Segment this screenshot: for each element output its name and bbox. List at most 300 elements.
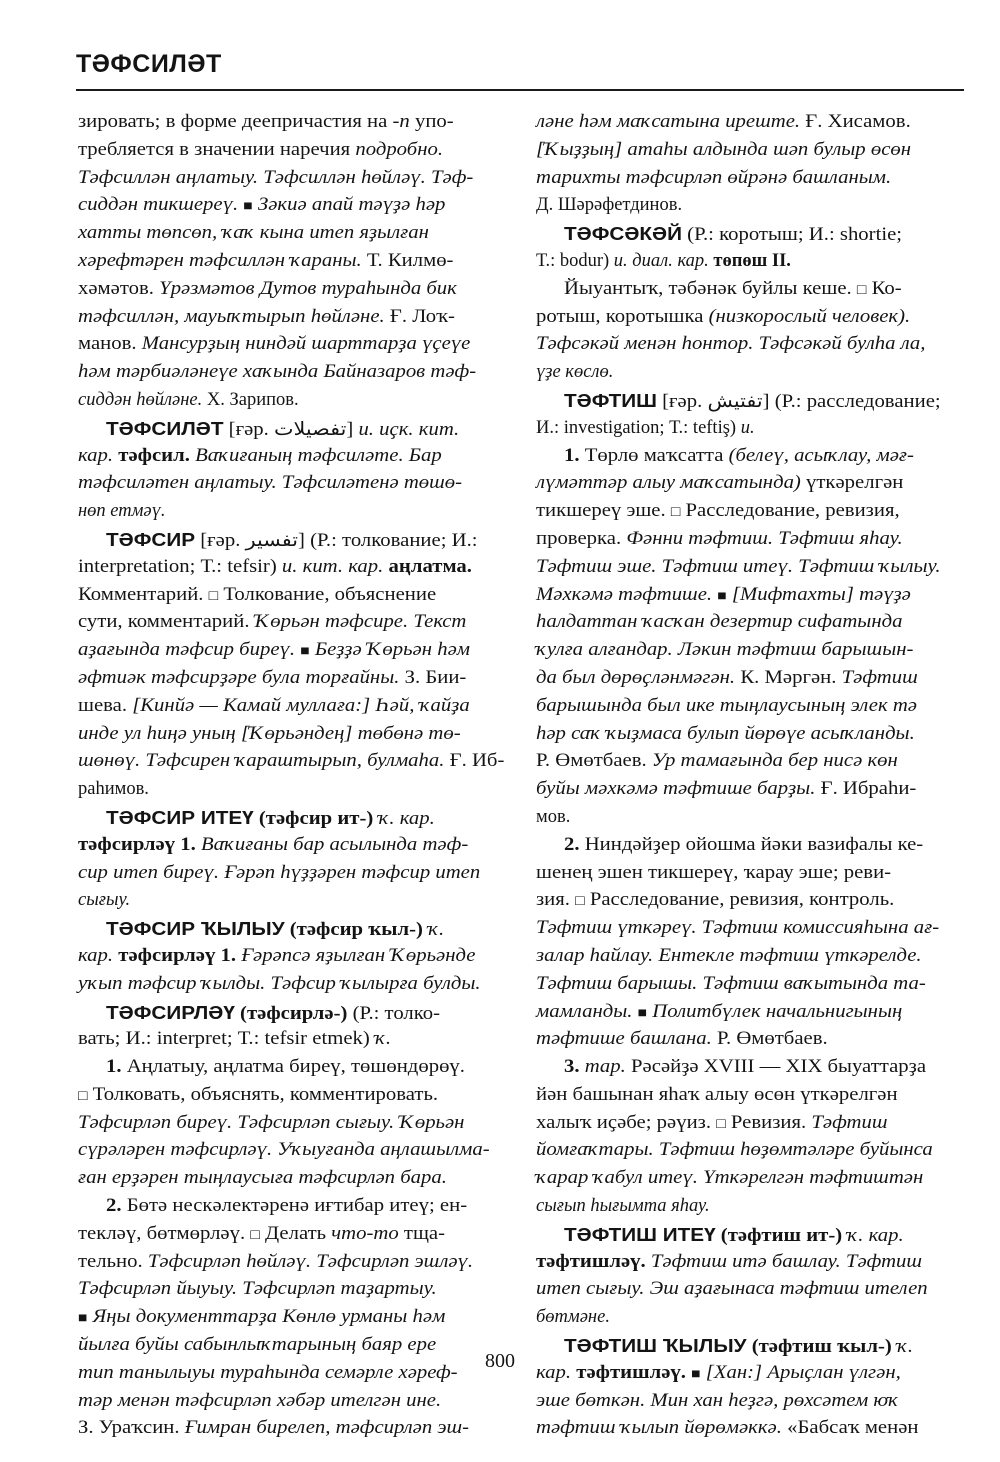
section-marker: ■ bbox=[300, 644, 310, 660]
line-content bbox=[536, 109, 911, 137]
line-content bbox=[78, 304, 455, 332]
section-marker: □ bbox=[78, 1088, 88, 1104]
text-segment: Тәфтиш bbox=[841, 667, 918, 688]
text-segment: 3. bbox=[564, 1057, 580, 1078]
line-content bbox=[536, 971, 926, 999]
text-line bbox=[78, 554, 510, 582]
line-content bbox=[78, 1304, 445, 1333]
text-line bbox=[536, 832, 968, 860]
text-line bbox=[536, 220, 968, 248]
text-segment: Ваҡиғаның тәфсиләте. Бар bbox=[195, 445, 442, 466]
text-line bbox=[536, 1054, 968, 1082]
section-marker: □ bbox=[250, 1227, 260, 1243]
text-line bbox=[78, 526, 510, 554]
text-segment: Йыуантыҡ, тәбәнәк буйлы кеше. bbox=[564, 278, 857, 299]
text-segment: ҡулға алғандар. Ләкин тәфтиш барышын- bbox=[536, 640, 914, 661]
left-column bbox=[78, 109, 510, 1443]
text-segment: Комментарий. bbox=[78, 584, 209, 605]
line-content bbox=[78, 165, 473, 193]
text-line bbox=[78, 276, 510, 304]
text-line bbox=[536, 248, 968, 276]
line-content bbox=[536, 1249, 922, 1277]
text-line bbox=[78, 1165, 510, 1193]
line-content bbox=[536, 1304, 610, 1332]
text-segment: Аңлатыу, аңлатма биреү, төшөндөрөү. bbox=[121, 1057, 465, 1078]
text-segment: ] bbox=[346, 419, 359, 440]
text-segment: Ғәрәпсә яҙылған Ҡөрьәнде bbox=[241, 945, 476, 966]
text-line bbox=[78, 721, 510, 749]
text-line bbox=[78, 860, 510, 888]
text-segment: Ревизия. bbox=[725, 1112, 812, 1133]
line-content bbox=[536, 1110, 888, 1139]
text-segment: хәмәтов. bbox=[78, 278, 160, 299]
line-content bbox=[536, 165, 891, 193]
text-line bbox=[536, 304, 968, 332]
text-segment: аҙағында тәфсир биреү. bbox=[78, 640, 301, 661]
section-marker: ■ bbox=[243, 199, 253, 215]
text-segment: (тәфсир ит-) bbox=[253, 808, 379, 829]
line-content bbox=[78, 248, 453, 276]
line-content bbox=[78, 331, 470, 359]
text-line bbox=[536, 693, 968, 721]
text-segment: [Ҡыҙҙың] атаһы алдында шәп булыр өсөн bbox=[536, 139, 912, 160]
text-segment: Тәфсиллән аңлатыу. Тәфсиллән һөйләү. Тәф- bbox=[78, 167, 474, 188]
text-segment: Тәфсирләп биреү. Тәфсирләп сығыу. Ҡөрьән bbox=[78, 1112, 465, 1133]
text-segment: Р. Өмөтбаев. bbox=[711, 1029, 828, 1050]
text-segment: мов. bbox=[536, 806, 571, 827]
text-segment: инде ул һиңә уның [Ҡөрьәндең] төбөнә тө- bbox=[78, 723, 461, 744]
text-segment: раһимов. bbox=[78, 779, 149, 800]
line-content bbox=[564, 1221, 904, 1251]
text-segment: үткәрелгән bbox=[800, 473, 904, 494]
text-line bbox=[536, 1165, 968, 1193]
text-line bbox=[78, 832, 510, 860]
text-line bbox=[536, 192, 968, 220]
text-segment: и. кит. кар. bbox=[281, 556, 384, 577]
line-content bbox=[536, 304, 910, 332]
text-segment: тща- bbox=[398, 1223, 446, 1244]
text-segment: ҡ. bbox=[428, 920, 445, 941]
section-marker: ■ bbox=[637, 1005, 648, 1021]
text-line bbox=[78, 776, 510, 804]
entry-headword: ТӘФТИШ ҠЫЛЫУ bbox=[564, 1335, 747, 1357]
text-segment: Фәнни тәфтиш. Тәфтиш яһау. bbox=[626, 528, 903, 549]
text-line bbox=[536, 609, 968, 637]
text-segment: тәфтиш ҡылып йөрөмәккә. bbox=[536, 1418, 782, 1439]
line-content bbox=[536, 776, 916, 804]
line-content bbox=[78, 1082, 438, 1111]
text-segment: [Кинйә — Камай муллаға:] Һәй, ҡайҙа bbox=[132, 695, 470, 716]
text-segment: ған ерҙәрен тыңлаусыға тәфсирләп бара. bbox=[78, 1168, 447, 1189]
text-segment: сүрәләрен тәфсирләү. Уҡыуғанда аңлашылма- bbox=[78, 1140, 490, 1161]
text-line bbox=[78, 665, 510, 693]
page-header-title: ТӘФСИЛӘТ bbox=[76, 50, 222, 78]
line-content bbox=[564, 387, 941, 417]
text-segment: эше бөткән. Мин хан һеҙгә, рөхсәтем юҡ bbox=[536, 1390, 899, 1411]
line-content bbox=[78, 665, 466, 693]
text-line bbox=[536, 276, 968, 304]
line-content bbox=[564, 276, 902, 305]
text-line bbox=[536, 1110, 968, 1138]
text-segment: шева. bbox=[78, 695, 133, 716]
text-segment: (белеү, асыҡлау, мәғ- bbox=[728, 445, 914, 466]
line-content bbox=[78, 554, 472, 582]
text-segment: шөнөү. Тәфсирен ҡараштырып, булмаһа. bbox=[78, 751, 445, 772]
text-line bbox=[536, 1026, 968, 1054]
line-content bbox=[106, 999, 440, 1029]
text-segment: тәфтишләү. bbox=[536, 1251, 651, 1272]
text-segment: тәфтише башлана. bbox=[536, 1029, 712, 1050]
text-segment: И.: investigation; Т.: teftiş) bbox=[536, 417, 741, 438]
text-segment: [Мифтахты] тәүҙә bbox=[726, 584, 911, 605]
entry-headword: ТӘФСИР bbox=[106, 528, 196, 550]
section-marker: □ bbox=[208, 588, 219, 604]
line-content bbox=[78, 443, 442, 471]
section-marker: □ bbox=[670, 505, 681, 521]
text-segment: итеп сығыу. Эш аҙағынаса тәфтиш ителеп bbox=[536, 1279, 928, 1300]
text-segment: барышында был ике тыңлаусының элек тә bbox=[536, 695, 917, 716]
text-segment: Ғ. Иб- bbox=[444, 751, 505, 772]
text-line bbox=[78, 498, 510, 526]
text-segment: Ваҡиғаны бар асылында тәф- bbox=[200, 834, 469, 855]
text-line bbox=[536, 443, 968, 471]
text-line bbox=[536, 526, 968, 554]
text-line bbox=[536, 804, 968, 832]
text-line bbox=[78, 1249, 510, 1277]
line-content bbox=[78, 220, 429, 248]
text-segment: (Р.: толко- bbox=[352, 1003, 441, 1024]
text-segment: кар. bbox=[78, 445, 114, 466]
text-line bbox=[536, 943, 968, 971]
line-content bbox=[536, 1137, 933, 1165]
text-segment: Мансурҙың ниндәй шарттарҙа үҫеүе bbox=[141, 334, 471, 355]
line-content bbox=[536, 1026, 828, 1054]
line-content bbox=[536, 137, 911, 165]
text-segment: ҡ. bbox=[896, 1337, 914, 1358]
line-content bbox=[536, 943, 922, 971]
text-segment: Толковать, объяснять, комментировать. bbox=[87, 1084, 439, 1105]
line-content bbox=[78, 748, 504, 776]
line-content bbox=[106, 915, 444, 945]
text-line bbox=[78, 443, 510, 471]
text-segment: текләү, бөтмөрләү. bbox=[78, 1223, 251, 1244]
text-segment: [ғәр. bbox=[223, 419, 274, 440]
line-content bbox=[78, 470, 462, 498]
text-segment: ротыш, коротышка bbox=[536, 306, 709, 327]
line-content bbox=[78, 276, 457, 304]
text-segment: Зәкиә апай тәүҙә һәр bbox=[252, 195, 446, 216]
line-content bbox=[536, 887, 894, 916]
text-segment: Политбүлек начальнигының bbox=[647, 1001, 903, 1022]
line-content bbox=[536, 1082, 898, 1110]
text-segment: лүмәттәр алыу маҡсатында) bbox=[536, 473, 801, 494]
text-line bbox=[78, 943, 510, 971]
line-content bbox=[536, 860, 891, 888]
line-content bbox=[536, 915, 939, 943]
text-segment: да был дөрөҫләнмәгән. bbox=[536, 667, 736, 688]
section-marker: ■ bbox=[78, 1311, 88, 1327]
line-content bbox=[536, 693, 917, 721]
text-line bbox=[78, 165, 510, 193]
text-segment: что-то bbox=[331, 1223, 399, 1244]
text-segment: Мәхкәмә тәфтише. bbox=[536, 584, 718, 605]
line-content bbox=[536, 609, 902, 637]
text-segment: -п bbox=[392, 112, 410, 132]
text-segment: Ғ. Лоҡ- bbox=[384, 306, 455, 327]
section-marker: □ bbox=[856, 282, 867, 298]
text-segment: تفصيلات bbox=[274, 419, 347, 440]
text-segment: Р. Өмөтбаев. bbox=[536, 751, 652, 772]
text-line bbox=[536, 748, 968, 776]
text-line bbox=[78, 220, 510, 248]
text-line bbox=[78, 387, 510, 415]
entry-headword: ТӘФТИШ bbox=[564, 389, 657, 411]
section-marker: □ bbox=[716, 1116, 726, 1132]
text-segment: Делать bbox=[259, 1223, 332, 1244]
text-segment: ҡ. кар. bbox=[847, 1225, 904, 1246]
text-segment: (Р.: коротыш; И.: shortie; bbox=[681, 225, 903, 246]
line-content bbox=[78, 1415, 469, 1443]
text-segment: Тәфтиш үткәреү. Тәфтиш комиссияһына ағ- bbox=[536, 918, 940, 939]
text-segment: тәр менән тәфсирләп хәбәр ителгән ине. bbox=[78, 1390, 442, 1411]
text-segment: Т. Килмө- bbox=[361, 250, 454, 271]
text-line bbox=[78, 1415, 510, 1443]
line-content bbox=[536, 582, 911, 611]
text-segment: вать; И.: interpret; Т.: tefsir etmek) bbox=[78, 1029, 375, 1050]
text-segment: Бөтә нескәлектәренә иғтибар итеү; ен- bbox=[121, 1196, 468, 1217]
line-content bbox=[78, 832, 468, 860]
text-segment: Тәфтиш bbox=[811, 1112, 888, 1133]
text-segment: проверка. bbox=[536, 528, 627, 549]
text-segment: Тәфтиш итә башлау. Тәфтиш bbox=[650, 1251, 923, 1272]
text-line bbox=[536, 498, 968, 526]
text-segment: и. диал. кар. bbox=[613, 250, 709, 271]
text-segment: тәфтишләү. bbox=[571, 1362, 692, 1383]
text-segment: йомғаҡтары. Тәфтиш һөҙөмтәләре буйынса bbox=[536, 1140, 933, 1161]
text-segment: ] (Р.: толкование; И.: bbox=[298, 530, 478, 551]
line-content bbox=[536, 192, 682, 220]
text-segment: сығып һығымта яһау. bbox=[536, 1196, 710, 1217]
entry-headword: ТӘФСИЛӘТ bbox=[106, 417, 224, 439]
line-content bbox=[78, 1137, 490, 1165]
text-line bbox=[78, 415, 510, 443]
text-line bbox=[78, 637, 510, 665]
text-segment: Рәсәйҙә XVIII — XIX быуаттарҙа bbox=[625, 1057, 927, 1078]
text-segment: зия. bbox=[536, 890, 576, 911]
line-content bbox=[78, 192, 445, 221]
entry-headword: ТӘФСӘКӘЙ bbox=[564, 223, 682, 245]
text-segment: Х. Зарипов. bbox=[202, 389, 299, 410]
text-segment: З. Бии- bbox=[399, 667, 467, 688]
text-line bbox=[78, 1137, 510, 1165]
entry-headword: ТӘФТИШ ИТЕҮ bbox=[564, 1223, 716, 1245]
text-segment: сиддән тикшереү. bbox=[78, 195, 244, 216]
line-content bbox=[78, 637, 470, 666]
text-line bbox=[78, 109, 510, 137]
section-marker: ■ bbox=[717, 588, 727, 604]
text-segment: (тәфсирлә-) bbox=[234, 1003, 353, 1024]
text-line bbox=[78, 582, 510, 610]
line-content bbox=[536, 804, 570, 832]
text-segment: тельно. bbox=[78, 1251, 148, 1272]
line-content bbox=[536, 748, 898, 776]
text-line bbox=[78, 1110, 510, 1138]
text-segment: сығыу. bbox=[78, 890, 131, 911]
line-content bbox=[78, 1221, 445, 1250]
text-line bbox=[536, 860, 968, 888]
entry-headword: ТӘФСИР ҠЫЛЫУ bbox=[106, 918, 285, 940]
text-segment: Үрәзмәтов Дутов тураһында бик bbox=[159, 278, 457, 299]
text-segment: Беҙҙә Ҡөрьән һәм bbox=[309, 640, 470, 661]
text-line bbox=[536, 665, 968, 693]
text-line bbox=[536, 776, 968, 804]
line-content bbox=[78, 109, 454, 137]
text-line bbox=[78, 331, 510, 359]
text-line bbox=[78, 248, 510, 276]
text-line bbox=[78, 1082, 510, 1110]
line-content bbox=[78, 971, 481, 999]
text-segment: уҡып тәфсир ҡылды. Тәфсир ҡылырға булды. bbox=[78, 973, 481, 994]
text-segment: Ур тамағында бер нисә көн bbox=[651, 751, 898, 772]
line-content bbox=[564, 832, 923, 860]
text-line bbox=[536, 1276, 968, 1304]
text-segment: Толкование, объяснение bbox=[218, 584, 437, 605]
text-segment: тәфсиләтен аңлатыу. Тәфсиләтенә төшө- bbox=[78, 473, 463, 494]
text-segment: и. иҫк. кит. bbox=[358, 419, 460, 440]
entry-headword: ТӘФСИРЛӘҮ bbox=[106, 1001, 235, 1023]
text-segment: interpretation; Т.: tefsir) bbox=[78, 556, 282, 577]
text-line bbox=[536, 1304, 968, 1332]
text-segment: әфтиәк тәфсирҙәре була торғайны. bbox=[78, 667, 400, 688]
text-segment: кар. bbox=[78, 945, 114, 966]
text-segment: шенең эшен тикшереү, ҡарау эше; реви- bbox=[536, 862, 892, 883]
text-line bbox=[536, 1137, 968, 1165]
text-line bbox=[78, 609, 510, 637]
text-segment: 1. bbox=[106, 1057, 122, 1078]
line-content bbox=[78, 1276, 437, 1304]
text-segment: Расследование, ревизия, контроль. bbox=[584, 890, 895, 911]
text-line bbox=[536, 1221, 968, 1249]
line-content bbox=[78, 498, 166, 526]
text-segment: тәфсирләү 1. bbox=[113, 945, 242, 966]
text-line bbox=[536, 109, 968, 137]
text-line bbox=[536, 137, 968, 165]
text-segment: һалдаттан ҡасҡан дезертир сифатында bbox=[536, 612, 903, 633]
text-segment: تفتيش bbox=[707, 391, 763, 412]
text-segment: Төрлө маҡсатта bbox=[579, 445, 729, 466]
line-content bbox=[78, 721, 461, 749]
text-segment: йылға буйы сабынлыҡтарының баяр ере bbox=[78, 1335, 437, 1356]
text-segment: бөтмәне. bbox=[536, 1307, 610, 1328]
text-segment: нөп етмәү. bbox=[78, 501, 166, 522]
text-segment: буйы мәхкәмә тәфтише барҙы. bbox=[536, 779, 816, 800]
text-line bbox=[536, 915, 968, 943]
text-segment: Тәфтиш эше. Тәфтиш итеү. Тәфтиш ҡылыу. bbox=[536, 556, 941, 577]
line-content bbox=[536, 1193, 710, 1221]
text-line bbox=[536, 1249, 968, 1277]
text-segment: залар һайлау. Ентекле тәфтиш үткәрелде. bbox=[536, 945, 922, 966]
line-content bbox=[106, 804, 435, 834]
text-segment: ҡ. кар. bbox=[378, 808, 435, 829]
text-line bbox=[536, 470, 968, 498]
text-line bbox=[536, 165, 968, 193]
text-line bbox=[78, 748, 510, 776]
text-segment: Ко- bbox=[866, 278, 902, 299]
line-content bbox=[78, 887, 130, 915]
text-segment: мамланды. bbox=[536, 1001, 638, 1022]
line-content bbox=[78, 609, 466, 637]
text-segment: сиддән һөйләне. bbox=[78, 389, 203, 410]
line-content bbox=[536, 1165, 923, 1193]
text-segment: тәфсиллән, мауыҡтырып һөйләне. bbox=[78, 306, 385, 327]
text-segment: манов. bbox=[78, 334, 142, 355]
line-content bbox=[564, 1054, 926, 1082]
entry-headword: ТӘФСИР ИТЕҮ bbox=[106, 806, 254, 828]
text-segment: (тәфтиш ит-) bbox=[715, 1225, 848, 1246]
line-content bbox=[536, 1388, 899, 1416]
text-segment: һәр саҡ ҡыҙмаса булып йөрөүе асыҡланды. bbox=[536, 723, 915, 744]
line-content bbox=[78, 137, 443, 165]
text-segment: Тәфтиш барышы. Тәфтиш ваҡытында та- bbox=[536, 973, 926, 994]
line-content bbox=[78, 387, 299, 415]
text-segment: Ғ. Ибраһи- bbox=[815, 779, 917, 800]
text-segment: [ғәр. bbox=[656, 391, 708, 412]
line-content bbox=[536, 470, 903, 498]
text-line bbox=[78, 1054, 510, 1082]
text-line bbox=[78, 1026, 510, 1054]
line-content bbox=[536, 554, 941, 582]
text-segment: Д. Шәрәфетдинов. bbox=[536, 195, 683, 216]
text-segment: йән башынан яһаҡ алыу өсөн үткәрелгән bbox=[536, 1084, 898, 1105]
text-line bbox=[536, 554, 968, 582]
line-content bbox=[564, 220, 902, 250]
text-segment: Ниндәйҙер ойошма йәки вазифалы ке- bbox=[579, 834, 924, 855]
text-segment: Расследование, ревизия, bbox=[680, 501, 900, 522]
text-line bbox=[78, 192, 510, 220]
text-line bbox=[78, 887, 510, 915]
line-content bbox=[536, 526, 903, 554]
text-segment: ҡ. bbox=[374, 1029, 392, 1050]
text-segment: 2. bbox=[564, 834, 580, 855]
text-segment: ләне һәм маҡсатына иреште. bbox=[536, 112, 801, 132]
line-content bbox=[536, 665, 918, 693]
line-content bbox=[78, 1110, 464, 1138]
page-number: 800 bbox=[485, 1350, 515, 1372]
text-segment: тип танылыуы тураһында семәрле хәреф- bbox=[78, 1362, 458, 1383]
text-segment: (тәфтиш ҡыл-) bbox=[746, 1337, 897, 1358]
text-line bbox=[78, 804, 510, 832]
right-column bbox=[536, 109, 968, 1443]
text-segment: Тәфсәкәй менән һонтор. Тәфсәкәй булһа ла, bbox=[536, 334, 926, 355]
text-line bbox=[536, 1415, 968, 1443]
line-content bbox=[78, 1165, 447, 1193]
line-content bbox=[536, 637, 913, 665]
text-segment: 1. bbox=[564, 445, 580, 466]
line-content bbox=[78, 359, 476, 387]
text-segment: тәфсил. bbox=[113, 445, 196, 466]
text-segment: тәфсирләү 1. bbox=[78, 834, 201, 855]
line-content bbox=[106, 1193, 467, 1221]
section-marker: □ bbox=[575, 894, 585, 910]
text-line bbox=[536, 971, 968, 999]
text-line bbox=[78, 971, 510, 999]
text-line bbox=[536, 387, 968, 415]
text-segment: (тәфсир ҡыл-) bbox=[284, 920, 429, 941]
text-segment: Ғ. Хисамов. bbox=[800, 112, 911, 132]
text-segment: Ғимран бирелеп, тәфсирләп эш- bbox=[184, 1418, 470, 1439]
line-content bbox=[536, 415, 755, 443]
text-line bbox=[78, 470, 510, 498]
